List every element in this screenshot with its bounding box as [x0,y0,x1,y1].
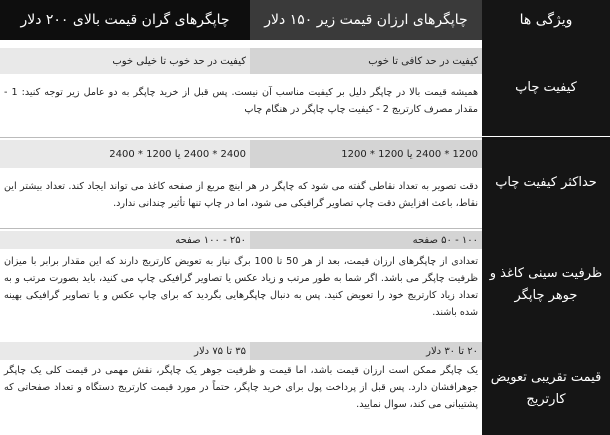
row3-description: تعدادی از چاپگرهای ارزان قیمت، بعد از هر 50 تا 100 برگ نیاز به تعویض کارتریج دارند که این مقدار برابر با میزان ظرفیت چاپگر می باشد. اگر شما به طور مرتب و زیاد عکس یا تصاویر گرافیکی چاپ می کنید، باید بصورت مرتب و به تعداد زیاد کارتریج خود را تعویض کنید. پس به دنبال چاپگرهایی بگردید که برای چاپ عکس و یا تصاویر گرافیکی بهینه شده باشند. [0,253,482,337]
row1-cheap-value: کیفیت در حد کافی تا خوب [250,48,482,74]
row1-description: همیشه قیمت بالا در چاپگر دلیل بر کیفیت مناسب آن نیست. پس قبل از خرید چاپگر به دو عامل زیر توجه کنید: 1 - مقدار مصرف کارتریج 2 - کیفیت چاپ چاپگر در هنگام چاپ [0,84,482,130]
row4-cheap-value: ۲۰ تا ۳۰ دلار [250,342,482,360]
row-divider [0,137,482,138]
row-label-max-resolution: حداکثر کیفیت چاپ [482,137,610,228]
row3-cheap-value: ۱۰۰ - ۵۰ صفحه [250,231,482,249]
row3-expensive-value: ۲۵۰ - ۱۰۰ صفحه [0,231,250,249]
row4-description: یک چاپگر ممکن است ارزان قیمت باشد، اما قیمت و ظرفیت جوهر یک چاپگر، نقش مهمی در قیمت کلی یک چاپگر جوهرافشان دارد. پس قبل از پرداخت پول برای خرید چاپگر، حتماً در مورد قیمت کارتریج دستگاه و تعداد صفحاتی که پشتیبانی می کند، سوال نمایید. [0,362,482,432]
header-expensive-printers: چاپگرهای گران قیمت بالای ۲۰۰ دلار [0,0,250,40]
row4-expensive-value: ۳۵ تا ۷۵ دلار [0,342,250,360]
row-divider [0,228,482,229]
row1-expensive-value: کیفیت در حد خوب تا خیلی خوب [0,48,250,74]
row2-expensive-value: 2400 * 2400 یا 1200 * 2400 [0,140,250,168]
header-cheap-printers: چاپگرهای ارزان قیمت زیر ۱۵۰ دلار [250,0,482,40]
row-label-print-quality: کیفیت چاپ [482,40,610,136]
row-label-tray-capacity: ظرفیت سینی کاغذ و جوهر چاپگر [482,228,610,342]
header-feature: ویژگی ها [482,0,610,40]
row2-description: دقت تصویر به تعداد نقاطی گفته می شود که چاپگر در هر اینچ مربع از صفحه کاغذ می تواند ایجاد کند. تعداد بیشتر این نقاط، باعث افزایش دقت چاپ تصاویر گرافیکی می شود، اما در چاپ تنها تأثیر چندانی ندارد. [0,178,482,218]
row-label-cartridge-cost: قیمت تقریبی تعویض کارتریج [482,342,610,435]
row2-cheap-value: 1200 * 2400 یا 1200 * 1200 [250,140,482,168]
